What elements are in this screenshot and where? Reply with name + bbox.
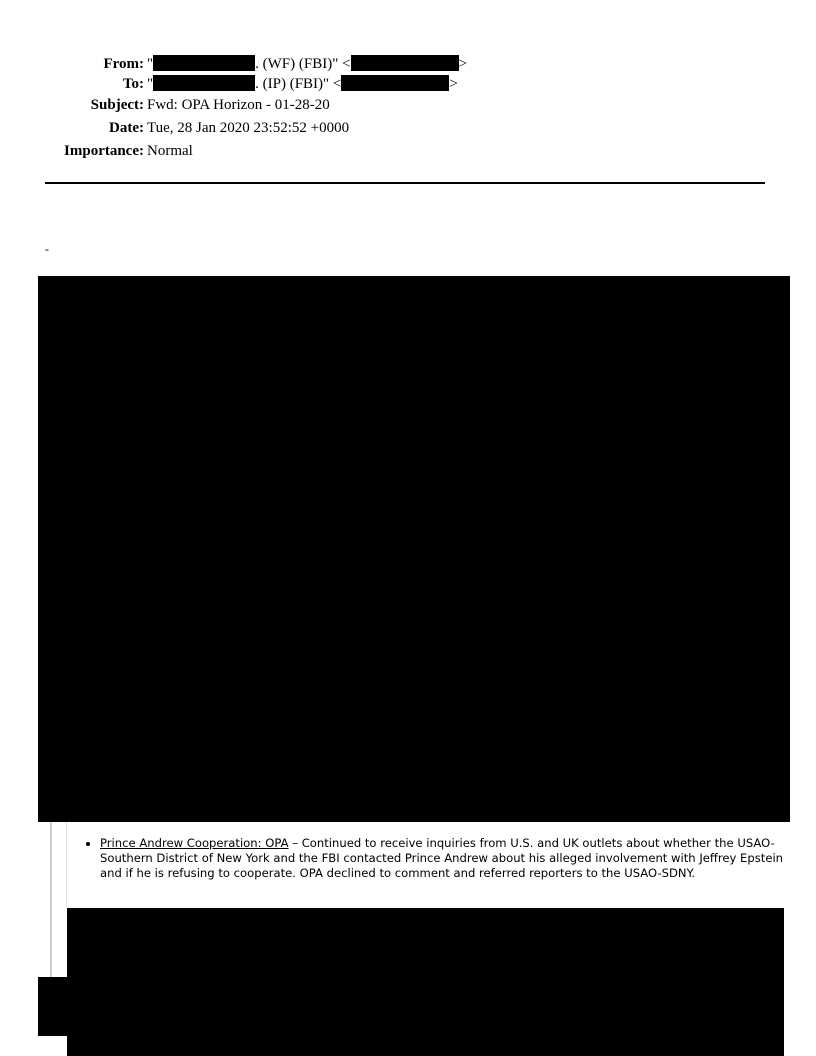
redaction-bar bbox=[153, 75, 255, 91]
subject-label: Subject: bbox=[90, 97, 144, 113]
redaction-block bbox=[38, 977, 72, 1036]
date-row bbox=[0, 118, 816, 138]
quote-border-inner bbox=[66, 822, 67, 908]
header-divider bbox=[45, 182, 765, 184]
redaction-block bbox=[38, 276, 790, 822]
from-row bbox=[0, 54, 816, 74]
subject-value: Fwd: OPA Horizon - 01-28-20 bbox=[147, 97, 330, 113]
body-dash: - bbox=[45, 242, 49, 256]
subject-row bbox=[0, 95, 816, 115]
from-value: " . (WF) (FBI)" < > bbox=[147, 56, 467, 72]
redaction-bar bbox=[153, 55, 255, 71]
redaction-block bbox=[67, 908, 784, 1056]
bullet-list bbox=[76, 836, 784, 881]
date-label: Date: bbox=[109, 120, 144, 136]
bullet-link[interactable]: Prince Andrew Cooperation: OPA bbox=[100, 836, 289, 850]
to-value: " . (IP) (FBI)" < > bbox=[147, 76, 458, 92]
redaction-bar bbox=[341, 75, 449, 91]
importance-row bbox=[0, 141, 816, 161]
importance-label: Importance: bbox=[64, 143, 144, 159]
date-value: Tue, 28 Jan 2020 23:52:52 +0000 bbox=[147, 120, 350, 136]
to-label: To: bbox=[122, 76, 144, 92]
from-label: From: bbox=[103, 56, 144, 72]
importance-value: Normal bbox=[147, 143, 193, 159]
redaction-bar bbox=[351, 55, 459, 71]
bullet-text: – Continued to receive inquiries from U.S. and UK outlets about whether the USAO-Southern District of New York and the FBI contacted Prince Andrew about his alleged involvement with Jeffrey Epstein and if he is refusing to cooperate. OPA declined to comment and referred reporters to the USAO-SDNY. bbox=[100, 836, 784, 880]
list-item bbox=[100, 836, 784, 881]
to-row bbox=[0, 74, 816, 94]
